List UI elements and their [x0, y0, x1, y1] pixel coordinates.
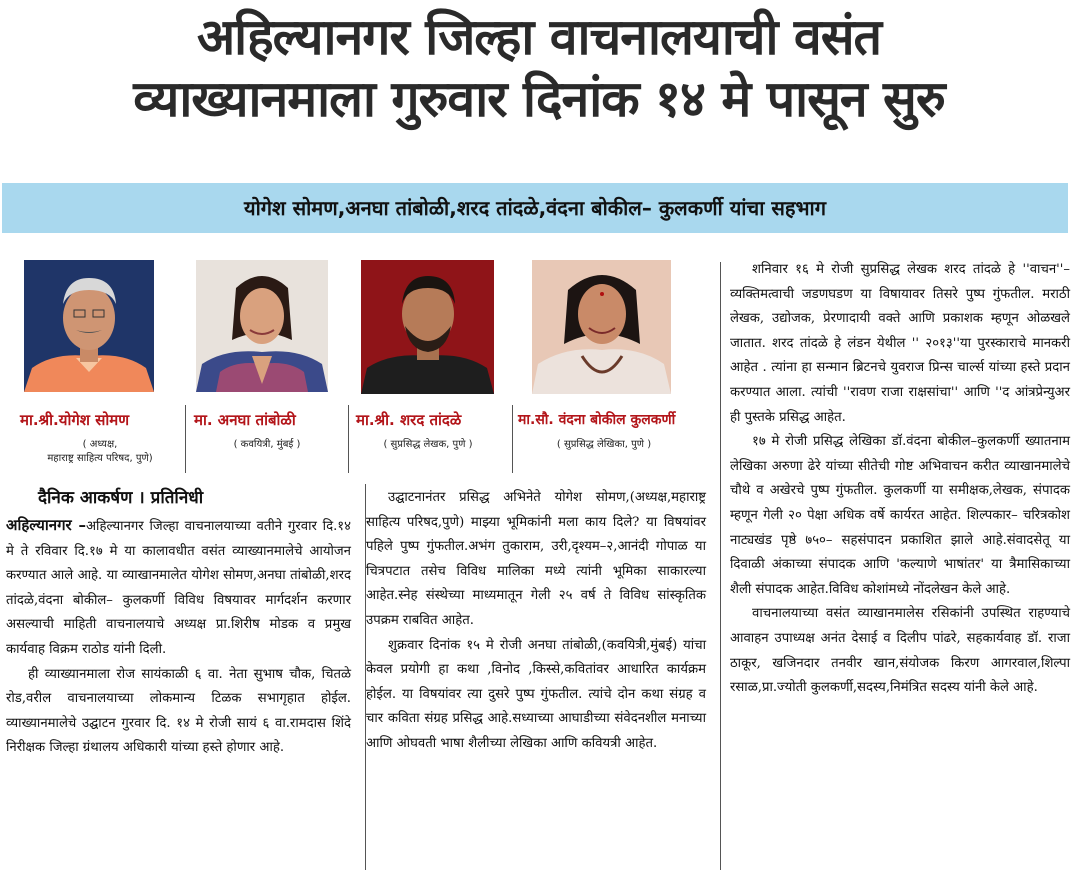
caption-divider-3 [512, 405, 513, 473]
article-column-2 [366, 486, 706, 757]
speaker-name-4: मा.सौ. वंदना बोकील कुलकर्णी [518, 412, 676, 428]
speaker-name-3: मा.श्री. शरद तांदळे [356, 411, 462, 429]
speaker-role-4: ( सुप्रसिद्ध लेखिका, पुणे ) [556, 439, 652, 450]
dateline-place: अहिल्यानगर – [6, 516, 86, 534]
speaker-photo-3 [361, 260, 494, 394]
speaker-name-2: मा. अनघा तांबोळी [194, 411, 296, 429]
caption-divider-1 [185, 405, 186, 473]
speaker-photo-4 [532, 260, 671, 394]
col1-para-2: ही व्याख्यानमाला रोज सायंकाळी ६ वा. नेता सुभाष चौक, चितळे रोड,वरील वाचनालयाच्या लोकमान्य टिळक सभागृहात होईल. व्याख्यानमालेचे उद्घाटन गुरवार दि. १४ मे रोजी सायं ६ वा.रामदास शिंदे निरीक्षक जिल्हा ग्रंथालय अधिकारी यांच्या हस्ते होणार आहे. [6, 666, 351, 756]
speaker-role-3: ( सुप्रसिद्ध लेखक, पुणे ) [383, 439, 473, 450]
article-column-1 [6, 513, 351, 761]
col2-para-1: उद्घाटनानंतर प्रसिद्ध अभिनेते योगेश सोमण,(अध्यक्ष,महाराष्ट्र साहित्य परिषद,पुणे) माझ्या भूमिकांनी मला काय दिले? या विषयांवर पहिले पुष्प गुंफतील.अभंग तुकाराम, उरी,दृश्यम–२,आनंदी गोपाळ या चित्रपटात तसेच विविध मालिका मध्ये त्यांनी भूमिका साकारल्या आहेत.स्नेह संस्थेच्या माध्यमातून गेली २५ वर्ष ते विविध सांस्कृतिक उपक्रम राबवित आहेत. [366, 490, 706, 628]
subheadline-bar: योगेश सोमण,अनघा तांबोळी,शरद तांदळे,वंदना बोकील– कुलकर्णी यांचा सहभाग [2, 183, 1068, 233]
article-column-3 [730, 258, 1070, 701]
col3-para-2: १७ मे रोजी प्रसिद्ध लेखिका डॉ.वंदना बोकील–कुलकर्णी ख्यातनाम लेखिका अरुणा ढेरे यांच्या सीतेची गोष्ट अभिवाचन करीत व्याखानमालेचे चौथे व अखेरचे पुष्प गुंफतील. कुलकर्णी या समीक्षक,लेखक, संपादक म्हणून गेली २० पेक्षा अधिक वर्षे कार्यरत आहेत. शिल्पकार– चरित्रकोश नाट्यखंड पृष्ठे ७५०– सहसंपादन प्रकाशित झाले आहे.संवादसेतू या दिवाळी अंकाच्या संपादक आणि 'कल्याणे भाषांतर' या त्रैमासिकाच्या शैली संपादक आहेत.विविध कोशांमध्ये नोंदलेखन केले आहे. [730, 434, 1070, 597]
speaker-role-2: ( कवयित्री, मुंबई ) [233, 439, 301, 450]
headline [0, 6, 1078, 130]
speaker-photo-1 [24, 260, 154, 392]
col3-para-3: वाचनालयाच्या वसंत व्याखानमालेस रसिकांनी उपस्थित राहण्याचे आवाहन उपाध्यक्ष अनंत देसाई व दिलीप पांढरे, सहकार्यवाह डॉ. राजा ठाकूर, खजिनदार तनवीर खान,संयोजक किरण आगरवाल,शिल्पा रसाळ,प्रा.ज्योती कुलकर्णी,सदस्य,निमंत्रित सदस्य यांनी केले आहे. [730, 606, 1070, 696]
speaker-role-1 [22, 438, 178, 466]
col3-para-1: शनिवार १६ मे रोजी सुप्रसिद्ध लेखक शरद तांदळे हे ''वाचन''– व्यक्तिमत्वाची जडणघडण या विषायावर तिसरे पुष्प गुंफतील. मराठी लेखक, उद्योजक, प्रेरणादायी वक्ते आणि प्रकाशक म्हणून ओळखले जातात. शरद तांदळे हे लंडन येथील '' २०१३''या पुरस्काराचे मानकरी आहेत . त्यांना हा सन्मान ब्रिटनचे युवराज प्रिन्स चार्ल्स यांच्या हस्ते प्रदान करण्यात आला. त्यांची ''रावण राजा राक्षसांचा'' आणि ''द आंत्रप्रेन्युअर ही पुस्तके प्रसिद्ध आहेत. [730, 262, 1070, 425]
col2-para-2: शुक्रवार दिनांक १५ मे रोजी अनघा तांबोळी,(कवयित्री,मुंबई) यांचा केवल प्रयोगी हा कथा ,विनोद ,किस्से,कवितांवर आधारित कार्यक्रम होईल. या विषयांवर त्या दुसरे पुष्प गुंफतील. त्यांचे दोन कथा संग्रह व चार कविता संग्रह प्रसिद्ध आहे.सध्याच्या आघाडीच्या संवेदनशील मनाच्या आणि ओघवती भाषा शैलीच्या लेखिका आणि कवियत्री आहेत. [366, 637, 706, 751]
column-divider-2 [720, 262, 721, 870]
headline-line-1: अहिल्यानगर जिल्हा वाचनालयाची वसंत [196, 8, 882, 66]
speaker-name-1: मा.श्री.योगेश सोमण [20, 411, 130, 429]
speaker-role-1-line-2: महाराष्ट्र साहित्य परिषद, पुणे) [47, 453, 153, 464]
caption-divider-2 [348, 405, 349, 473]
speaker-photo-2 [196, 260, 328, 392]
byline: दैनिक आकर्षण । प्रतिनिधी [38, 488, 204, 508]
headline-line-2: व्याख्यानमाला गुरुवार दिनांक १४ मे पासून सुरु [133, 70, 945, 128]
speaker-role-1-line-1: ( अध्यक्ष, [82, 439, 118, 450]
col1-para-1-text: अहिल्यानगर जिल्हा वाचनालयाच्या वतीने गुरवार दि.१४ मे ते रविवार दि.१७ मे या कालावधीत वसंत व्याख्यानमालेचे आयोजन करण्यात आले आहे. या व्याखानमालेत योगेश सोमण,अनघा तांबोळी,शरद तांदळे,वंदना बोकील– कुलकर्णी विविध विषयावर मार्गदर्शन करणार असल्याची माहिती वाचनालयाचे अध्यक्ष प्रा.शिरीष मोडक व प्रमुख कार्यवाह विक्रम राठोड यांनी दिली. [6, 519, 351, 657]
col1-para-1 [6, 513, 351, 663]
